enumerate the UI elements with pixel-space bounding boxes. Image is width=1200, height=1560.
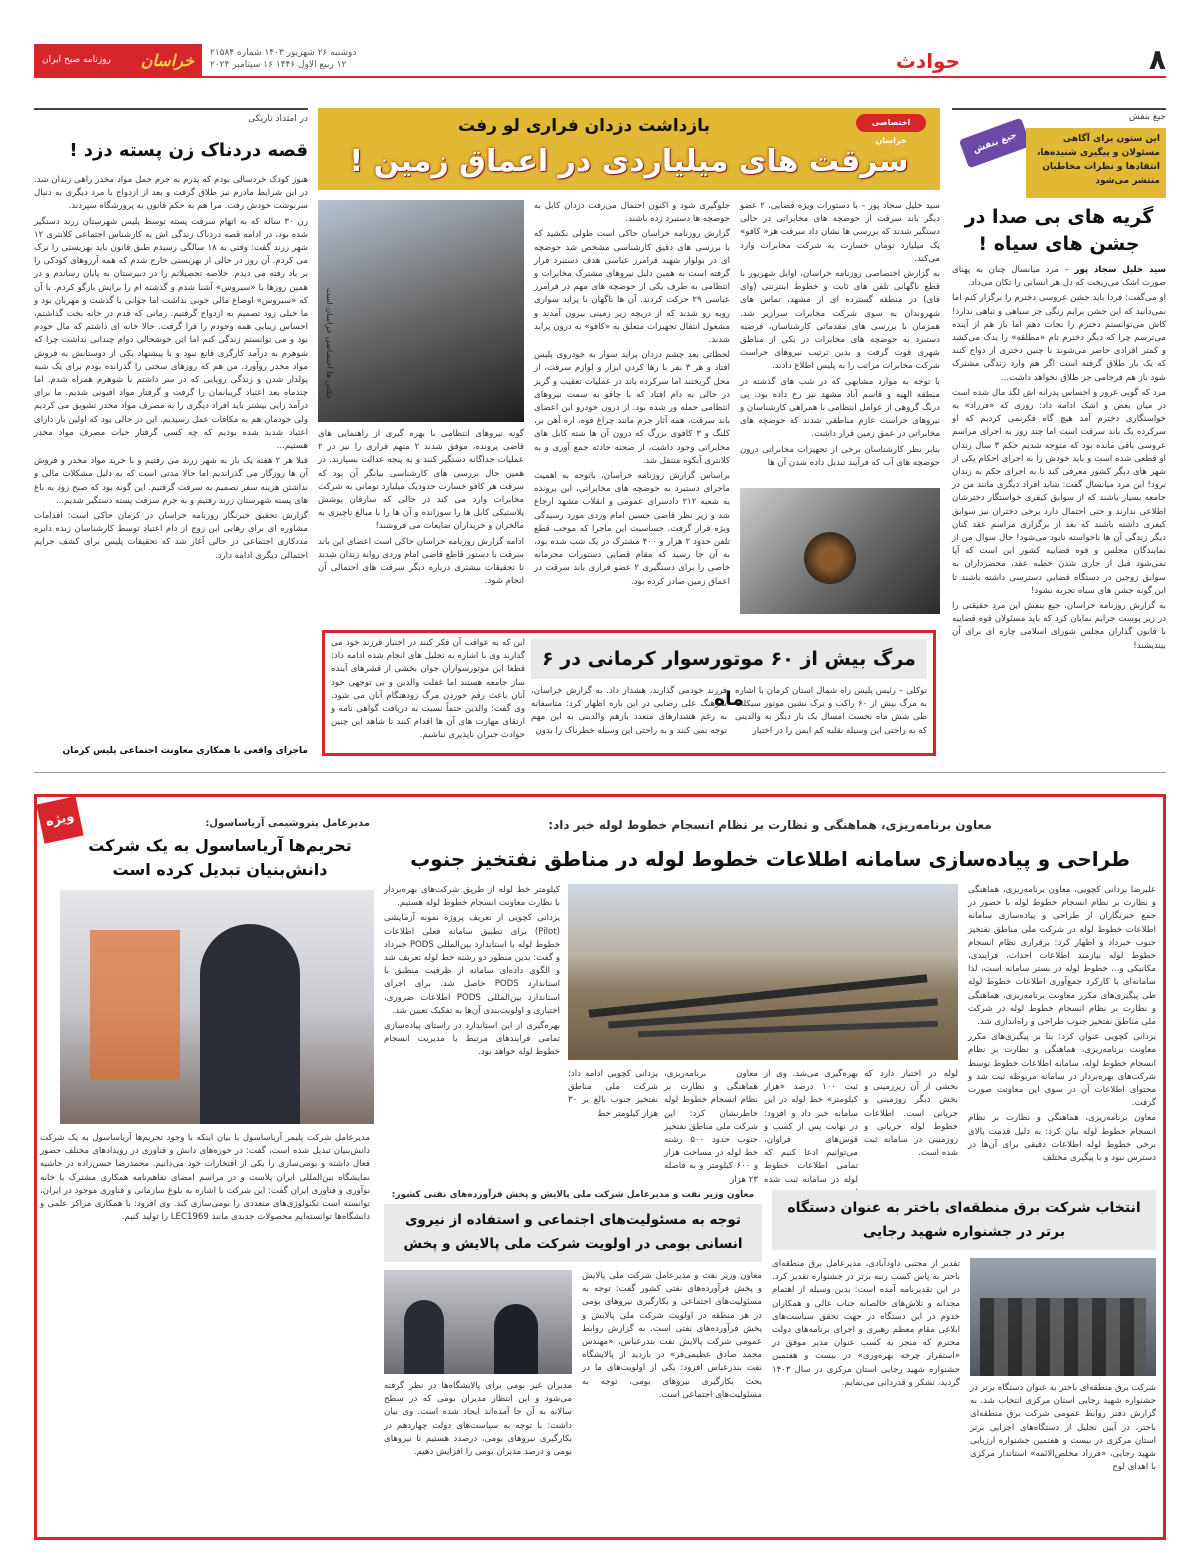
bakhtar-col-1: شرکت برق منطقه‌ای باختر به عنوان دستگاه برتر در جشنواره شهید رجایی استان مرکزی انتخاب شد. به گزارش دفتر روابط عمومی شرکت برق منطقه‌ای باختر، در آیین تجلیل از دستگاه‌های اجرایی برتر استان مرکزی در بیست و هفتمین جشنواره ارزیابی شهید رجایی، «فرزاد مخلص‌الائمه» استاندار مرکزی با اهدای لوح — [970, 1383, 1156, 1473]
brand-subtitle: روزنامه صبح ایران — [42, 55, 111, 65]
refining-photo — [384, 1270, 572, 1374]
refining-col-1: معاون وزیر نفت و مدیرعامل شرکت ملی پالایش و پخش فرآورده‌های نفتی کشور گفت: توجه به مسئولیت‌های اجتماعی و بکارگیری نیروهای بومی در هر منطقه در اولویت شرکت ملی پالایش و پخش فرآورده‌های نفتی است. به گزارش روابط عمومی شرکت پالایش نفت بندرعباس، «مهندس محمد صادق عظیمی‌فر» در بازدید از پالایشگاه نفت بندرعباس افزود: یکی از اولویت‌های ما در بحث بکارگیری نیروهای بومی، توجه به مسئولیت‌های اجتماعی است. — [582, 1271, 762, 1400]
award-people — [980, 1298, 1146, 1376]
center-story — [318, 108, 940, 620]
motor-title: مرگ بیش از ۶۰ موتورسوار کرمانی در ۶ ماه — [542, 648, 916, 710]
center-col2-para-1: جلوگیری شود و اکنون احتمال می‌رفت دزدان کابل به حوضچه ها دستبرد زده باشند. — [534, 201, 730, 225]
pipeline-caption-3: معاون برنامه‌ریزی، هماهنگی و نظارت بر نظام انسجام خطوط لوله خاطرنشان کرد: این شرکت ملی مناطق نفتخیز جنوب حدود ۵۰۰ رشته خط لوله در مساحت هزار و ۶۰۰ کیلومتر و به فاصله ۲۳ هزار — [664, 1069, 758, 1185]
right-column-body — [952, 264, 1166, 758]
right-column-kicker: جیغ بنفش — [1128, 112, 1166, 122]
refining-col-2: مدیران غیر بومی برای پالایشگاه‌ها در نظر گرفته می‌شود و این انتظار مدیران بومی که در سطح سالانه به آن جا آمده‌اند ایجاد شده است. وی بیان داشت: با توجه به سیاست‌های دولت چهاردهم در بکارگیری نیروهای بومی، درصدد هستیم تا نیروهای بومی و درصد مدیران بومی را افزایش دهیم. — [384, 1381, 572, 1458]
left-column-kicker: در امتداد تاریکی — [248, 114, 308, 124]
pipeline-kicker: معاون برنامه‌ریزی، هماهنگی و نظارت بر نظام انسجام خطوط لوله خبر داد: — [548, 818, 992, 832]
left-column — [34, 108, 308, 758]
section-divider — [34, 772, 1166, 773]
aryasasol-kicker: مدیرعامل پتروشیمی آریاساسول: — [205, 818, 370, 829]
bakhtar-title: انتخاب شرکت برق منطقه‌ای باختر به عنوان دستگاه برتر در جشنواره شهید رجایی — [787, 1200, 1141, 1240]
section-title: حوادث — [895, 49, 960, 73]
aryasasol-photo — [60, 890, 374, 1124]
pipeline-col1-para-1: علیرضا یزدانی کچویی، معاون برنامه‌ریزی، هماهنگی و نظارت بر نظام انسجام خطوط لوله با حضور در جمع خبرنگاران از طراحی و پیاده‌سازی سامانه اطلاعات خطوط لوله در شرکت ملی مناطق نفتخیز جنوب خبرداد و اظهار کرد: برقراری نظام انسجام خطوط لوله نیازمند اطلاعات احداث، فرایندی، مکانیکی و... خطوط لوله در بستر سامانه است، لذا سامانه‌ای با کارکرد جمع‌آوری اطلاعات خطوط لوله طی پیگیری‌های مکرر معاونت برنامه‌ریزی، هماهنگی و نظارت بر نظام انسجام خطوط لوله در شرکت ملی مناطق نفتخیز جنوب طراحی و راه‌اندازی شد. — [968, 885, 1156, 1028]
pipeline-col2-para-2: یزدانی کچویی از تعریف پروژه نمونه آزمایشی (Pilot) برای تطبیق سامانه فعلی اطلاعات خطوط لوله با استاندارد بین‌المللی PODS خبرداد و گفت: بدین منظور دو رشته خط لوله تعریف شد و الگوی داده‌ای سامانه از ظرفیت منطبق با استاندارد PODS حاصل شد. برای اجرای استاندارد بین‌المللی PODS اطلاعات ضروری، اختیاری و اولویت‌بندی آن‌ها به تفکیک تعیین شد. — [384, 913, 561, 1016]
bakhtar-title-box — [772, 1190, 1156, 1250]
center-col2-para-3: لحظاتی بعد چشم دزدان پراید سوار به خودروی پلیس افتاد و هر ۳ نفر با رها کردن ابزار و لوازم سرقت، از محل گریختند اما سرکرده باند در عملیات تعقیب و گریز در حالی به دام افتاد که با چاقو به سمت نیروهای انتظامی حمله ور شده بود. از درون خودرو این اعضای باند سرقت، همه آثار جرم مانند چراغ قوه، اره آهن بر، کلنگ و ۳ کافوی بزرگ که درون آن ها شته کابل های مخابراتی وجود داشت، از صحنه حادثه جمع آوری و به کلانتری آبکوه منتقل شد. — [534, 350, 730, 466]
aryasasol-body: مدیرعامل شرکت پلیمر آریاساسول با بیان اینکه با وجود تحریم‌ها آریاساسول به یک شرکت دانش‌بنیان تبدیل شده است، گفت: در حوزه‌های دانش و فناوری در رویدادهای مختلف حضور فعال داشته و بومی‌سازی را یکی از افتخارات خود می‌دانیم. محمدرضا حسن‌زاده در حاشیه نمایشگاه بین‌المللی ایران پلاست و در مراسم امضای تفاهم‌نامه همکاری مشترک با خانه نوآوری و فناوری ایران گفت: این شرکت با اشاره به بلوغ سازمانی و فناوری موجود در ایران، توانسته است تکنولوژی‌های متعددی را بومی‌سازی کند. وی افزود: با همکاری مراکز علمی و دانشگاه‌ها توانسته‌ایم محصولات جدیدی مانند LEC1969 را تولید کنیم. — [40, 1133, 370, 1223]
motor-col-2: فرزند خودمی گذارند، هشدار داد. به گزارش خراسان، سرهنگ علی رضایی در این باره اظهار کرد: متاسفانه به رغم هشدارهای متعدد بازهم والدینی به این مهم توجه نمی کنند و به راحتی این وسیله خطرناک را بدون — [531, 686, 727, 736]
cable-photo-bottom — [740, 488, 940, 614]
right-column — [952, 108, 1166, 758]
motor-col-3: این که به عواقب آن فکر کنند در اختیار فرزند خود می گذارند وی با اشاره به تحلیل های انجام شده ادامه داد: قطعا این موتورسواران جوان بخشی از قشرهای آینده ساز جامعه هستند اما غفلت والدین و بی توجهی خود آنان باعث رقم خوردن مرگ زودهنگام آنان می شود. وی گفت: والدین حتماً نسبت به دریافت گواهی نامه و ارتقای مهارت های آن ها اقدام کنند تا شاهد این چنین حوادث جبران ناپذیری نباشیم. — [331, 638, 525, 741]
exclusive-badge-label: اختصاصی خراسان — [871, 118, 911, 145]
center-col1-para-4: بنابر نظر کارشناسان برخی از تجهیزات مخابراتی درون حوضچه های آب که فرآیند تبدیل داده شدن آن ها — [740, 444, 940, 468]
exclusive-badge — [856, 114, 926, 145]
pipeline-col1-para-2: یزدانی کچویی عنوان کرد: بنا بر پیگیری‌های مکرر معاونت برنامه‌ریزی، هماهنگی و نظارت بر نظام انسجام خطوط لوله، سامانه اطلاعات خطوط توسط شرکت‌های بهره‌بردار در سامانه مربوطه ثبت شد و محتوای اطلاعات آن در سوی این معاونت صورت گرفت. — [968, 1032, 1156, 1109]
center-kicker: بازداشت دزدان فراری لو رفت — [458, 116, 710, 136]
special-badge-label: ویژه — [44, 809, 76, 830]
left-top-rule — [34, 108, 308, 110]
center-col-3 — [318, 428, 524, 614]
right-column-title: گریه های بی صدا در جشن های سیاه ! — [964, 206, 1154, 255]
badge-label: جیغ بنفش — [971, 130, 1019, 156]
equipment-photo — [318, 200, 524, 422]
meeting-figure-1 — [404, 1300, 444, 1374]
refining-title: توجه به مسئولیت‌های اجتماعی و استفاده از نیروی انسانی بومی در اولویت شرکت ملی پالایش و پخش — [403, 1212, 743, 1252]
brand-logo — [34, 44, 202, 76]
right-para-3: مرد که گویی غرور و احساس پدرانه اش لگد مال شده است در میان بغض و اشک ادامه داد: روزی که «فرزاد» به خواستگاری دخترم آمد هیچ گاه فکرنمی کردیم که او سرکرده یک باند سرقت است اما چند روز به اجرای مراسم عروسی باقی مانده بود که متوجه شدیم حکم ۳ سال زندان او قطعی شده است و باید خودش را به اجرای احکام یکی از شهر های دیگر کشور معرفی کند تا به اجرای حکم به زندان برود! این مرد میانسال گفت: شاید افراد دیگری مانند من در جامعه بسیار باشند که از سوابق کیفری خواستگار دخترشان اطلاعی ندارند و حتی احتمال دارد برخی دختران نیز سوابق کیفری داشته باشند که بعد از برگزاری مراسم عقد کنان دیگر زندگی آن ها ناخواسته نابود می‌شود! حال سوال من از نمایندگان مجلس و قوه قضاییه کشور این است که آیا نمی‌شود قبل از جاری شدن خطبه عقد، محضرداران به سوابق زوجین در دستگاه قضایی دسترسی داشته باشند تا این گونه جشن های سیاه تجربه نشود! — [952, 387, 1166, 596]
pipeline-col1-para-3: معاون برنامه‌ریزی، هماهنگی و نظارت بر نظام انسجام خطوط لوله بیان کرد: به دلیل قدمت بالای برخی خطوط لوله اطلاعات دقیقی برای آن‌ها در دسترس نبود و با پیگیری مختلف — [968, 1113, 1156, 1164]
intro-text: این ستون برای آگاهی مسئولان و پیگیری شنیده‌ها، انتقادها و نظرات مخاطبان منتشر می‌شود — [1037, 134, 1160, 186]
pipeline-caption-2: بهره‌گیری می‌شد. وی از ثبت ۱۰۰ درصد «هزار کیلومتر» خط لوله در این سامانه خبر داد و افزود: در نهایت پس از کسب و قوس‌های فراوان، می‌توانیم ادعا کنیم که تمامی اطلاعات خطوط لوله در سامانه ثبت شده — [764, 1069, 858, 1185]
center-col3-para-1: گونه نیروهای انتظامی با بهره گیری از راهنمایی های قاضی پرونده، موفق شدند ۲ متهم فراری را نیز در ۲ عملیات جداگانه دستگیر کنند و به پنجه عدالت بسپارند. در همین حال بررسی های کارشناسی بیانگر آن بود که سرقت هر کافو خسارت حدودیک میلیارد تومانی به شرکت مخابرات وارد می کند در حالی که سارقان پوشش پلاستیکی کابل ها را سوزانده و آن ها را با مبالغ ناچیزی به مالخران و خریداران ضایعات می فروشند! — [318, 429, 525, 532]
pipeline-title: طراحی و پیاده‌سازی سامانه اطلاعات خطوط لوله در مناطق نفتخیز جنوب — [410, 847, 1130, 871]
pipeline-photo — [568, 884, 958, 1060]
motor-title-box — [531, 639, 927, 710]
center-col3-para-2: ادامه گزارش روزنامه خراسان حاکی است اعضای این باند سرقت با دستور قاطع قاضی امام وردی روانه زندان شدند تا تحقیقات بیشتری درباره دیگر سرقت های احتمالی آن انجام شود. — [318, 536, 524, 587]
left-para-3: قبلا هر ۲ هفته یک بار به شهر زرند می رفتیم و با خرید مواد مخدر و فروش آن ها روزگار می گذراندیم اما حالا مدتی است که به دلیل مشکلات مالی و نداشتن هزینه سفر تصمیم به سرقت گرفتیم. این گونه بود که صبح زود به باغ های پسته شهرستان زرند رفتیم و به جرم سرقت پسته دستگیر شدیم... — [34, 456, 308, 506]
pipeline-col2-para-1: کیلومتر خط لوله از طریق شرکت‌های بهره‌بردار با نظارت معاونت انسجام خطوط لوله هستیم. — [384, 885, 560, 909]
page-header — [34, 44, 1166, 78]
date-line-1: دوشنبه ۲۶ شهریور ۱۴۰۳ شماره ۲۱۵۸۴ — [210, 48, 357, 58]
pipeline-caption-4: یزدانی کچویی ادامه داد: شرکت ملی مناطق نفتخیز جنوب بالغ بر ۳۰ هزار کیلومتر خط — [568, 1069, 658, 1119]
center-col1-para-2: به گزارش اختصاصی روزنامه خراسان، اوایل شهریور با قطع ناگهانی تلفن های ثابت و خطوط اینترنتی (وای فای) در منطقه گسترده ای از مشهد، تماس های شهروندان به سوی شرکت مخابرات سرازیر شد. همزمان با بررسی های مقدماتی کارشناسان، فرضیه دستبرد به حوضچه های مخابرات در یکی از مناطق شهری قوت گرفت و بدین ترتیب نیروهای حراست شرکت مخابرات مراتب را به پلیس اطلاع دادند. — [740, 269, 940, 372]
bakhtar-box — [772, 1190, 1156, 1530]
left-column-title: قصه دردناک زن پسته دزد ! — [69, 140, 308, 161]
date-line-2: ۱۲ ربیع الاول ۱۴۴۶ ۱۶ سپتامبر ۲۰۲۴ — [210, 60, 347, 70]
bakhtar-photo — [970, 1258, 1156, 1376]
pipeline-story — [384, 800, 1156, 1188]
purple-badge — [959, 118, 1031, 169]
center-col2-para-4: براساس گزارش روزنامه خراسان، باتوجه به اهمیت ماجرای دستبرد به حوضچه های مخابراتی، این پرونده به شعبه ۲۱۲ دادسرای عمومی و انقلاب مشهد ارجاع شد و زیر نظر قاضی حسین امام وردی مورد رسیدگی ویژه قرار گرفت. حساسیت این ماجرا که موجب قطع تلفن حدود ۲ هزار و ۴۰۰ مشترک در یک شب شده بود، به آن جا رسید که مقام قضایی دستورات محرمانه خاصی را برای دستگیری ۲ عضو فراری باند سرقت در اعماق زمین صادر کرده بود. — [534, 471, 731, 587]
aryasasol-story — [40, 800, 374, 1534]
left-para-1: هنوز کودک خردسالی بودم که پدرم به جرم حمل مواد مخدر راهی زندان شد. در این شرایط مادرم نیز طلاق گرفت و بعد از ازدواج با مرد دیگری به دنبال سرنوشت خودش رفت. مرا هم به حکم قانون به پرورشگاه سپردند. — [34, 175, 308, 212]
pipeline-col-2 — [384, 884, 560, 1184]
refining-box — [384, 1190, 762, 1530]
left-column-body — [34, 174, 308, 744]
event-backdrop — [90, 930, 180, 1080]
left-para-4: گزارش تحقیق خبرنگار روزنامه خراسان در کرمان حاکی است: اقدامات مشاوره ای برای رهایی این زوج از دام اعتیاد توسط کارشناسان زبده دایره مددکاری اجتماعی در حالی آغاز شد که تحقیقات پلیس برای کشف جرایم احتمالی دیگری ادامه دارد. — [34, 511, 308, 561]
refining-kicker: معاون وزیر نفت و مدیرعامل شرکت ملی پالایش و پخش فرآورده‌های نفتی کشور: — [391, 1190, 755, 1200]
right-byline: سید خلیل سجاد پور — [1074, 265, 1167, 275]
motor-story — [322, 630, 936, 756]
right-para-1: – مرد میانسال چنان به پهنای صورت اشک می‌ریخت که دل هر انسانی را تکان می‌داد. — [952, 265, 1166, 289]
right-para-4: به گزارش روزنامه خراسان، جیغ بنفش این مرد حقیقتی را در زیر پوست جرایم نمایان کرد که باید مسئولان قوه قضاییه با قانون گذاران مجلس شورای اسلامی چاره ای برای آن بیندیشند! — [952, 601, 1166, 651]
photo-credit-text: عکس ها اختصاصی خراسان است — [325, 287, 334, 400]
center-col-2 — [534, 200, 730, 612]
motor-col-1: توکلی – رئیس پلیس راه شمال استان کرمان با اشاره به مرگ بیش از ۶۰ راکب و ترک نشین موتور سیکلت طی شش ماه نخست امسال یک بار دیگر به والدینی که به راحتی این وسیله نقلیه کم ایمن را در اختیار — [735, 686, 927, 736]
right-para-2: او می‌گفت: فردا باید جشن عروسی دخترم را برگزار کنم اما نمی‌دانید که این جشن برایم رنگی جز سیاهی و تباهی ندارد! کاش می‌توانستم دخترم را نجات دهم اما باز هم از آینده می‌ترسم چرا که دیگر دخترم تام «مطلقه» را یدک می‌کشد و کمتر افرادی حاضر می‌شوند با چنین دختری از دواج کنند که یک بار طلاق گرفته است اگر هم وارد زندگی مشترک شود باز هم فرجامی جز طلاق نخواهد داشت... — [952, 293, 1166, 383]
page-number: ۸ — [1148, 43, 1166, 76]
cable-end — [804, 532, 856, 584]
intro-box — [1026, 128, 1166, 198]
center-col1-para-1: سید خلیل سجاد پور – با دستورات ویژه قضایی، ۲ عضو دیگر باند سرقت از حوضچه های مخابراتی در حالی دستگیر شدند که بررسی ها نشان داد سرقت هر« کافو» یک میلیارد تومان خسارت به شرکت مخابرات وارد می‌کند. — [740, 201, 940, 264]
pipeline-col-1 — [968, 884, 1156, 1184]
pipeline-col2-para-3: بهره‌گیری از این استاندارد در راستای پیاده‌سازی تمامی فرایندهای مرتبط با مدیریت انسجام خطوط لوله خواهد بود. — [384, 1021, 560, 1058]
bakhtar-col-2: تقدیر از مجتبی داودآبادی، مدیرعامل برق منطقه‌ای باختر به پاس کسب رتبه برتر در جشنواره تقدیر کرد. در این تقدیرنامه آمده است: بدین وسیله از اهتمام مجدانه و تلاش‌های خالصانه جناب عالی و همکاران خدوم در این دستگاه در جهت تحقق سیاست‌های ابلاغی مقام معظم رهبری و اجرای برنامه‌های دولت محترم که منجر به کسب عنوان مدیر موفق در «استقرار چرخه بهره‌وری» در بیست و هفتمین جشنواره شهید رجایی استان مرکزی در سال ۱۴۰۳ گردید، تشکر و قدردانی می‌نمایم. — [772, 1259, 960, 1388]
top-rule — [952, 108, 1166, 110]
center-col2-para-2: گزارش روزنامه خراسان حاکی است طولی نکشید که با بررسی های دقیق کارشناسی مشخص شد حوضچه ای در بولوار شهید فرامرز عباسی هدف دستبرد قرار گرفته است به همین دلیل نیروهای مشترک مخابرات و انتظامی به طرف یکی از حوضچه های مهم در فرامرز عباسی ۲۹ حرکت کردند. آن ها ناگهان با پراید سواری روبه رو شدند که از دریچه زیر زمینی بیرون آمدند و مشغول انتقال تجهیزات متعلق به «کافو» به درون پراید شدند. — [534, 229, 730, 346]
aryasasol-title: تحریم‌ها آریاساسول به یک شرکت دانش‌بنیان تبدیل کرده است — [88, 836, 352, 879]
pipeline-caption-1: لوله در اختیار دارد که بخشی از آن زیرزمینی و بخش دیگر روزمینی و جریانی است. اطلاعات خطوط لوله جریانی و روزمینی در سامانه ثبت شده است. — [864, 1069, 958, 1159]
center-title: سرقت های میلیاردی در اعماق زمین ! — [349, 144, 909, 179]
refining-title-box — [384, 1204, 762, 1262]
center-col1-para-3: با توجه به موارد مشابهی که در شب های گذشته در منطقه الهیه و قاسم آباد مشهد نیز رخ داده بود، پی درنگ گروهی از عوامل انتظامی با همراهی کارشناسان و نیروهای حراست عازم مناطقی شدند که حوضچه های مخابراتی در عمق زمین قرار داشت. — [740, 376, 940, 440]
speaker-figure — [200, 924, 300, 1124]
brand-name: خراسان — [140, 50, 194, 70]
left-para-2: زن ۳۰ ساله که به اتهام سرقت پسته توسط پلیس شهرستان زرند دستگیر شده بود، در ادامه قصه دردناک زندگی اش به کارشناس اجتماعی کلانتری ۱۲ شهر زرند گفت: وقتی به ۱۸ سالگی رسیدم طبق قانون باید بهزیستی را ترک می کردم. آن روز در حالی از بهزیستی خارج شدم که همه آرزوهای کودکی را بر باد رفته می دیدم. خلاصه تحصیلاتم را در دبیرستان به پایان رساندم و در همین روزها با «سیروس» آشنا شدم و گذشته ام را برایش بازگو کردم. با آن که «سیروس» اوضاع مالی خوبی نداشت اما جوانی با گذشت و مهربان بود و ما خیلی زود تصمیم به ازدواج گرفتیم. زمانی که قدم در خانه بخت گذاشتم، احساس زیبایی همه وجودم را فرا گرفت. حالا خانه ای داشتم که مال خودم بود و می توانستم زندگی کنم اما این خوشحالی دوام چندانی نداشت چرا که شوهرم به درآمد کارگری قانع نبود و با پیشنهاد یکی از دوستانش به فروش مواد مخدر روآورد. من هم که روزهای سختی را گذرانده بودم برای یک شبه پولدار شدن و زندگی رویایی که در سر داشتم با شوهرم همراه شدم. اما چندماه بعد اعتیاد گریبانمان را گرفت و گرفتار مواد افیونی شدیم. ما برای درآمد زایی بیشتر باید افراد دیگری را به مصرف مواد مخدر تشویق می کردیم ولی خودمان هم به مکافات عمل رسیدیم. این در حالی بود که اولین بار دارای اعتیاد شدید شده بودیم که چه کسی گرفتار حیات مصرف مواد مخدر هستیم... — [34, 216, 308, 452]
meeting-figure-2 — [494, 1304, 538, 1374]
left-column-footer: ماجرای واقعی با همکاری معاونت اجتماعی پلیس کرمان — [62, 746, 308, 756]
photo-credit — [320, 240, 334, 400]
